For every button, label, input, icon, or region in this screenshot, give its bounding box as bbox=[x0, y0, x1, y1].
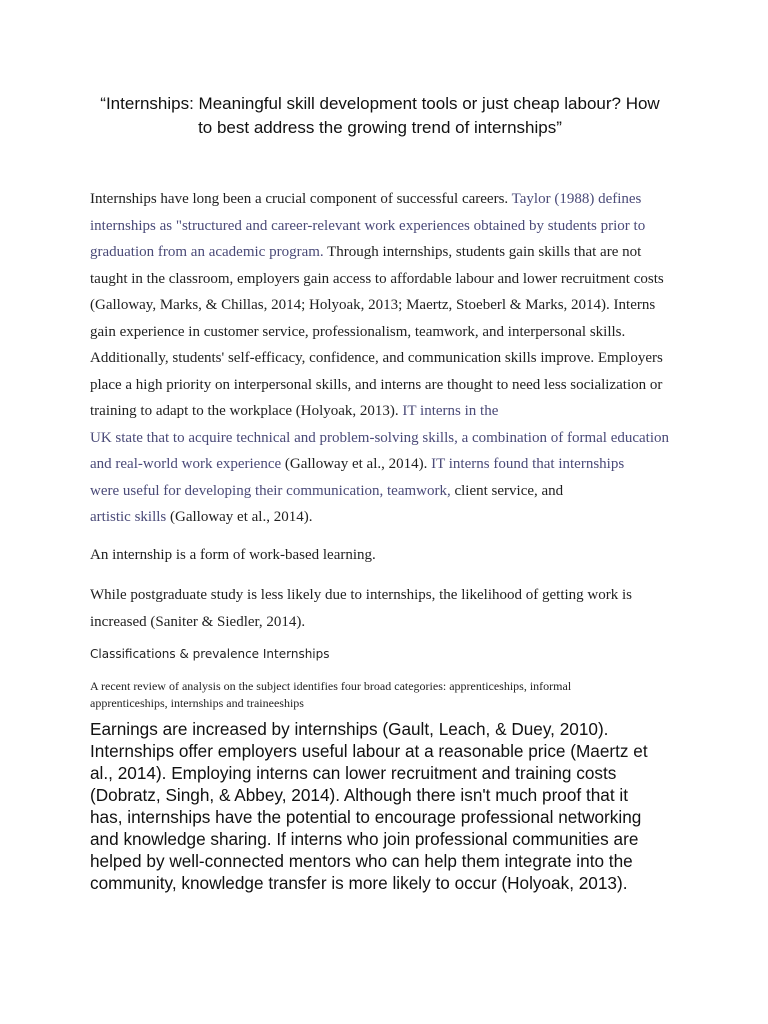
text-line bbox=[90, 239, 690, 266]
paragraph-introduction bbox=[90, 186, 690, 531]
quote-span: and real-world work experience bbox=[90, 456, 282, 472]
text-line bbox=[90, 478, 690, 505]
text-line: increased (Saniter & Siedler, 2014). bbox=[90, 613, 306, 630]
quote-span: graduation from an academic program. bbox=[90, 244, 324, 260]
text-line: helped by well-connected mentors who can help them integrate into the bbox=[90, 851, 633, 871]
section-heading: Classifications & prevalence Internships bbox=[90, 647, 330, 661]
text-span: training to adapt to the workplace (Holyoak, 2013). bbox=[90, 403, 403, 419]
citation-span: Taylor (1988) defines bbox=[511, 191, 642, 207]
text-span: Internships have long been a crucial component of successful careers. bbox=[90, 191, 512, 207]
paragraph-postgraduate bbox=[90, 582, 690, 635]
text-line: Additionally, students' self-efficacy, confidence, and communication skills improve. Employers bbox=[90, 350, 663, 366]
text-line: community, knowledge transfer is more likely to occur (Holyoak, 2013). bbox=[90, 873, 628, 893]
title-line-1: “Internships: Meaningful skill development tools or just cheap labour? How bbox=[100, 94, 660, 113]
text-line: (Galloway, Marks, & Chillas, 2014; Holyoak, 2013; Maertz, Stoeberl & Marks, 2014). Interns bbox=[90, 297, 656, 313]
text-line: Internships offer employers useful labour at a reasonable price (Maertz et bbox=[90, 741, 648, 761]
text-span: client service, and bbox=[450, 482, 564, 499]
text-line: place a high priority on interpersonal skills, and interns are thought to need less socialization or bbox=[90, 376, 663, 393]
text-line: has, internships have the potential to encourage professional networking bbox=[90, 807, 642, 827]
text-line: (Dobratz, Singh, & Abbey, 2014). Although there isn't much proof that it bbox=[90, 785, 628, 805]
text-line: and knowledge sharing. If interns who join professional communities are bbox=[90, 829, 639, 849]
quote-span: were useful for developing their communication, teamwork, bbox=[90, 482, 451, 499]
paragraph-earnings bbox=[90, 718, 690, 894]
text-line: taught in the classroom, employers gain access to affordable labour and lower recruitment costs bbox=[90, 270, 664, 287]
text-line bbox=[90, 398, 690, 425]
paragraph-work-based-learning: An internship is a form of work-based learning. bbox=[90, 547, 376, 563]
text-line: gain experience in customer service, professionalism, teamwork, and interpersonal skills. bbox=[90, 323, 626, 340]
document-title bbox=[80, 92, 680, 140]
text-line bbox=[90, 451, 690, 478]
title-line-2: to best address the growing trend of internships” bbox=[198, 118, 562, 137]
text-line: apprenticeships, internships and traineeships bbox=[90, 696, 304, 710]
quote-span: IT interns in the bbox=[402, 403, 499, 419]
text-span: Through internships, students gain skills that are not bbox=[323, 244, 642, 260]
text-line: al., 2014). Employing interns can lower recruitment and training costs bbox=[90, 763, 617, 783]
text-line: While postgraduate study is less likely due to internships, the likelihood of getting work is bbox=[90, 587, 633, 603]
text-line bbox=[90, 504, 690, 531]
quote-span: IT interns found that internships bbox=[431, 456, 625, 472]
text-span: (Galloway et al., 2014). bbox=[166, 509, 313, 525]
text-span: (Galloway et al., 2014). bbox=[281, 456, 432, 472]
text-line: UK state that to acquire technical and problem-solving skills, a combination of formal education bbox=[90, 429, 670, 446]
text-line bbox=[90, 186, 690, 213]
text-line: A recent review of analysis on the subject identifies four broad categories: apprenticeships, informal bbox=[90, 679, 572, 693]
paragraph-categories bbox=[90, 678, 650, 712]
text-line: Earnings are increased by internships (Gault, Leach, & Duey, 2010). bbox=[90, 719, 609, 739]
text-line: internships as "structured and career-relevant work experiences obtained by students prior to bbox=[90, 217, 646, 234]
quote-span: artistic skills bbox=[90, 509, 167, 525]
